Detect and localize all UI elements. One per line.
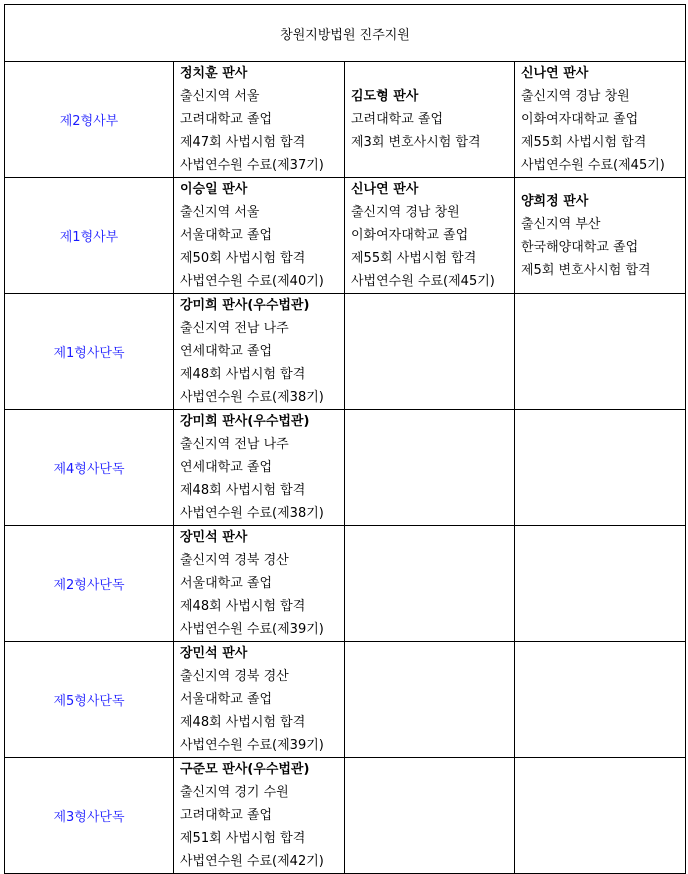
judge-detail-line: 출신지역 서울: [180, 89, 260, 104]
judge-detail-line: 출신지역 경기 수원: [180, 785, 289, 800]
judge-detail-line: 출신지역 서울: [180, 205, 260, 220]
judge-cell: [174, 758, 345, 874]
judge-detail-line: 제48회 사법시험 합격: [180, 599, 306, 614]
judge-detail-line: 고려대학교 졸업: [180, 808, 273, 823]
judge-detail-line: 고려대학교 졸업: [351, 112, 444, 127]
judge-detail-line: 고려대학교 졸업: [180, 112, 273, 127]
division-row: [5, 178, 686, 294]
judge-name: 장민석 판사: [180, 646, 248, 661]
judge-detail-line: 출신지역 전남 나주: [180, 437, 289, 452]
judge-cell: [345, 62, 515, 178]
empty-cell: [345, 642, 515, 758]
empty-cell: [345, 410, 515, 526]
judge-detail-line: 사법연수원 수료(제39기): [180, 738, 324, 753]
judge-name: 신나연 판사: [521, 66, 589, 81]
judge-detail-line: 출신지역 전남 나주: [180, 321, 289, 336]
judge-name: 구준모 판사(우수법관): [180, 762, 310, 777]
judge-detail-line: 서울대학교 졸업: [180, 228, 273, 243]
judge-cell: [345, 178, 515, 294]
judge-detail-line: 제55회 사법시험 합격: [521, 135, 647, 150]
judge-name: 강미희 판사(우수법관): [180, 414, 310, 429]
judge-detail-line: 사법연수원 수료(제42기): [180, 854, 324, 869]
division-label: 제2형사단독: [5, 526, 174, 642]
division-label: 제4형사단독: [5, 410, 174, 526]
division-row: [5, 62, 686, 178]
judge-detail-line: 사법연수원 수료(제39기): [180, 622, 324, 637]
judge-name: 강미희 판사(우수법관): [180, 298, 310, 313]
division-label: 제1형사부: [5, 178, 174, 294]
judge-name: 장민석 판사: [180, 530, 248, 545]
empty-cell: [515, 410, 686, 526]
judge-detail-line: 제47회 사법시험 합격: [180, 135, 306, 150]
judge-detail-line: 연세대학교 졸업: [180, 460, 273, 475]
division-label: 제3형사단독: [5, 758, 174, 874]
division-row: [5, 526, 686, 642]
empty-cell: [515, 526, 686, 642]
judge-name: 양희정 판사: [521, 193, 589, 209]
judge-detail-line: 제48회 사법시험 합격: [180, 367, 306, 382]
judge-detail-line: 연세대학교 졸업: [180, 344, 273, 359]
judge-name: 이승일 판사: [180, 182, 248, 197]
judge-detail-line: 사법연수원 수료(제38기): [180, 390, 324, 405]
judge-detail-line: 사법연수원 수료(제40기): [180, 274, 324, 289]
judge-detail-line: 출신지역 부산: [521, 216, 601, 232]
judge-detail-line: 한국해양대학교 졸업: [521, 239, 639, 255]
judge-detail-line: 출신지역 경남 창원: [351, 205, 460, 220]
judge-detail-line: 제50회 사법시험 합격: [180, 251, 306, 266]
judge-cell: [515, 178, 686, 294]
empty-cell: [345, 526, 515, 642]
judge-cell: [174, 642, 345, 758]
judge-detail-line: 제55회 사법시험 합격: [351, 251, 477, 266]
division-label: 제5형사단독: [5, 642, 174, 758]
empty-cell: [515, 642, 686, 758]
judge-cell: [174, 178, 345, 294]
empty-cell: [345, 294, 515, 410]
division-label: 제1형사단독: [5, 294, 174, 410]
judge-detail-line: 제48회 사법시험 합격: [180, 715, 306, 730]
judge-roster-table: [4, 4, 686, 874]
judge-cell: [174, 410, 345, 526]
division-row: [5, 758, 686, 874]
empty-cell: [515, 758, 686, 874]
judge-name: 김도형 판사: [351, 89, 419, 104]
court-title: 창원지방법원 진주지원: [5, 5, 686, 62]
empty-cell: [345, 758, 515, 874]
judge-cell: [515, 62, 686, 178]
division-row: [5, 410, 686, 526]
judge-detail-line: 사법연수원 수료(제38기): [180, 506, 324, 521]
judge-detail-line: 출신지역 경북 경산: [180, 669, 289, 684]
judge-cell: [174, 62, 345, 178]
title-row: [5, 5, 686, 62]
judge-detail-line: 서울대학교 졸업: [180, 692, 273, 707]
judge-cell: [174, 526, 345, 642]
judge-detail-line: 사법연수원 수료(제45기): [351, 274, 495, 289]
judge-detail-line: 제5회 변호사시험 합격: [521, 262, 651, 278]
judge-detail-line: 출신지역 경남 창원: [521, 89, 630, 104]
judge-detail-line: 제51회 사법시험 합격: [180, 831, 306, 846]
division-row: [5, 642, 686, 758]
judge-name: 정치훈 판사: [180, 66, 248, 81]
judge-detail-line: 사법연수원 수료(제37기): [180, 158, 324, 173]
judge-detail-line: 서울대학교 졸업: [180, 576, 273, 591]
judge-cell: [174, 294, 345, 410]
judge-name: 신나연 판사: [351, 182, 419, 197]
judge-detail-line: 이화여자대학교 졸업: [521, 112, 639, 127]
judge-detail-line: 출신지역 경북 경산: [180, 553, 289, 568]
judge-detail-line: 이화여자대학교 졸업: [351, 228, 469, 243]
empty-cell: [515, 294, 686, 410]
judge-detail-line: 사법연수원 수료(제45기): [521, 158, 665, 173]
division-label: 제2형사부: [5, 62, 174, 178]
judge-detail-line: 제48회 사법시험 합격: [180, 483, 306, 498]
judge-detail-line: 제3회 변호사시험 합격: [351, 135, 481, 150]
division-row: [5, 294, 686, 410]
